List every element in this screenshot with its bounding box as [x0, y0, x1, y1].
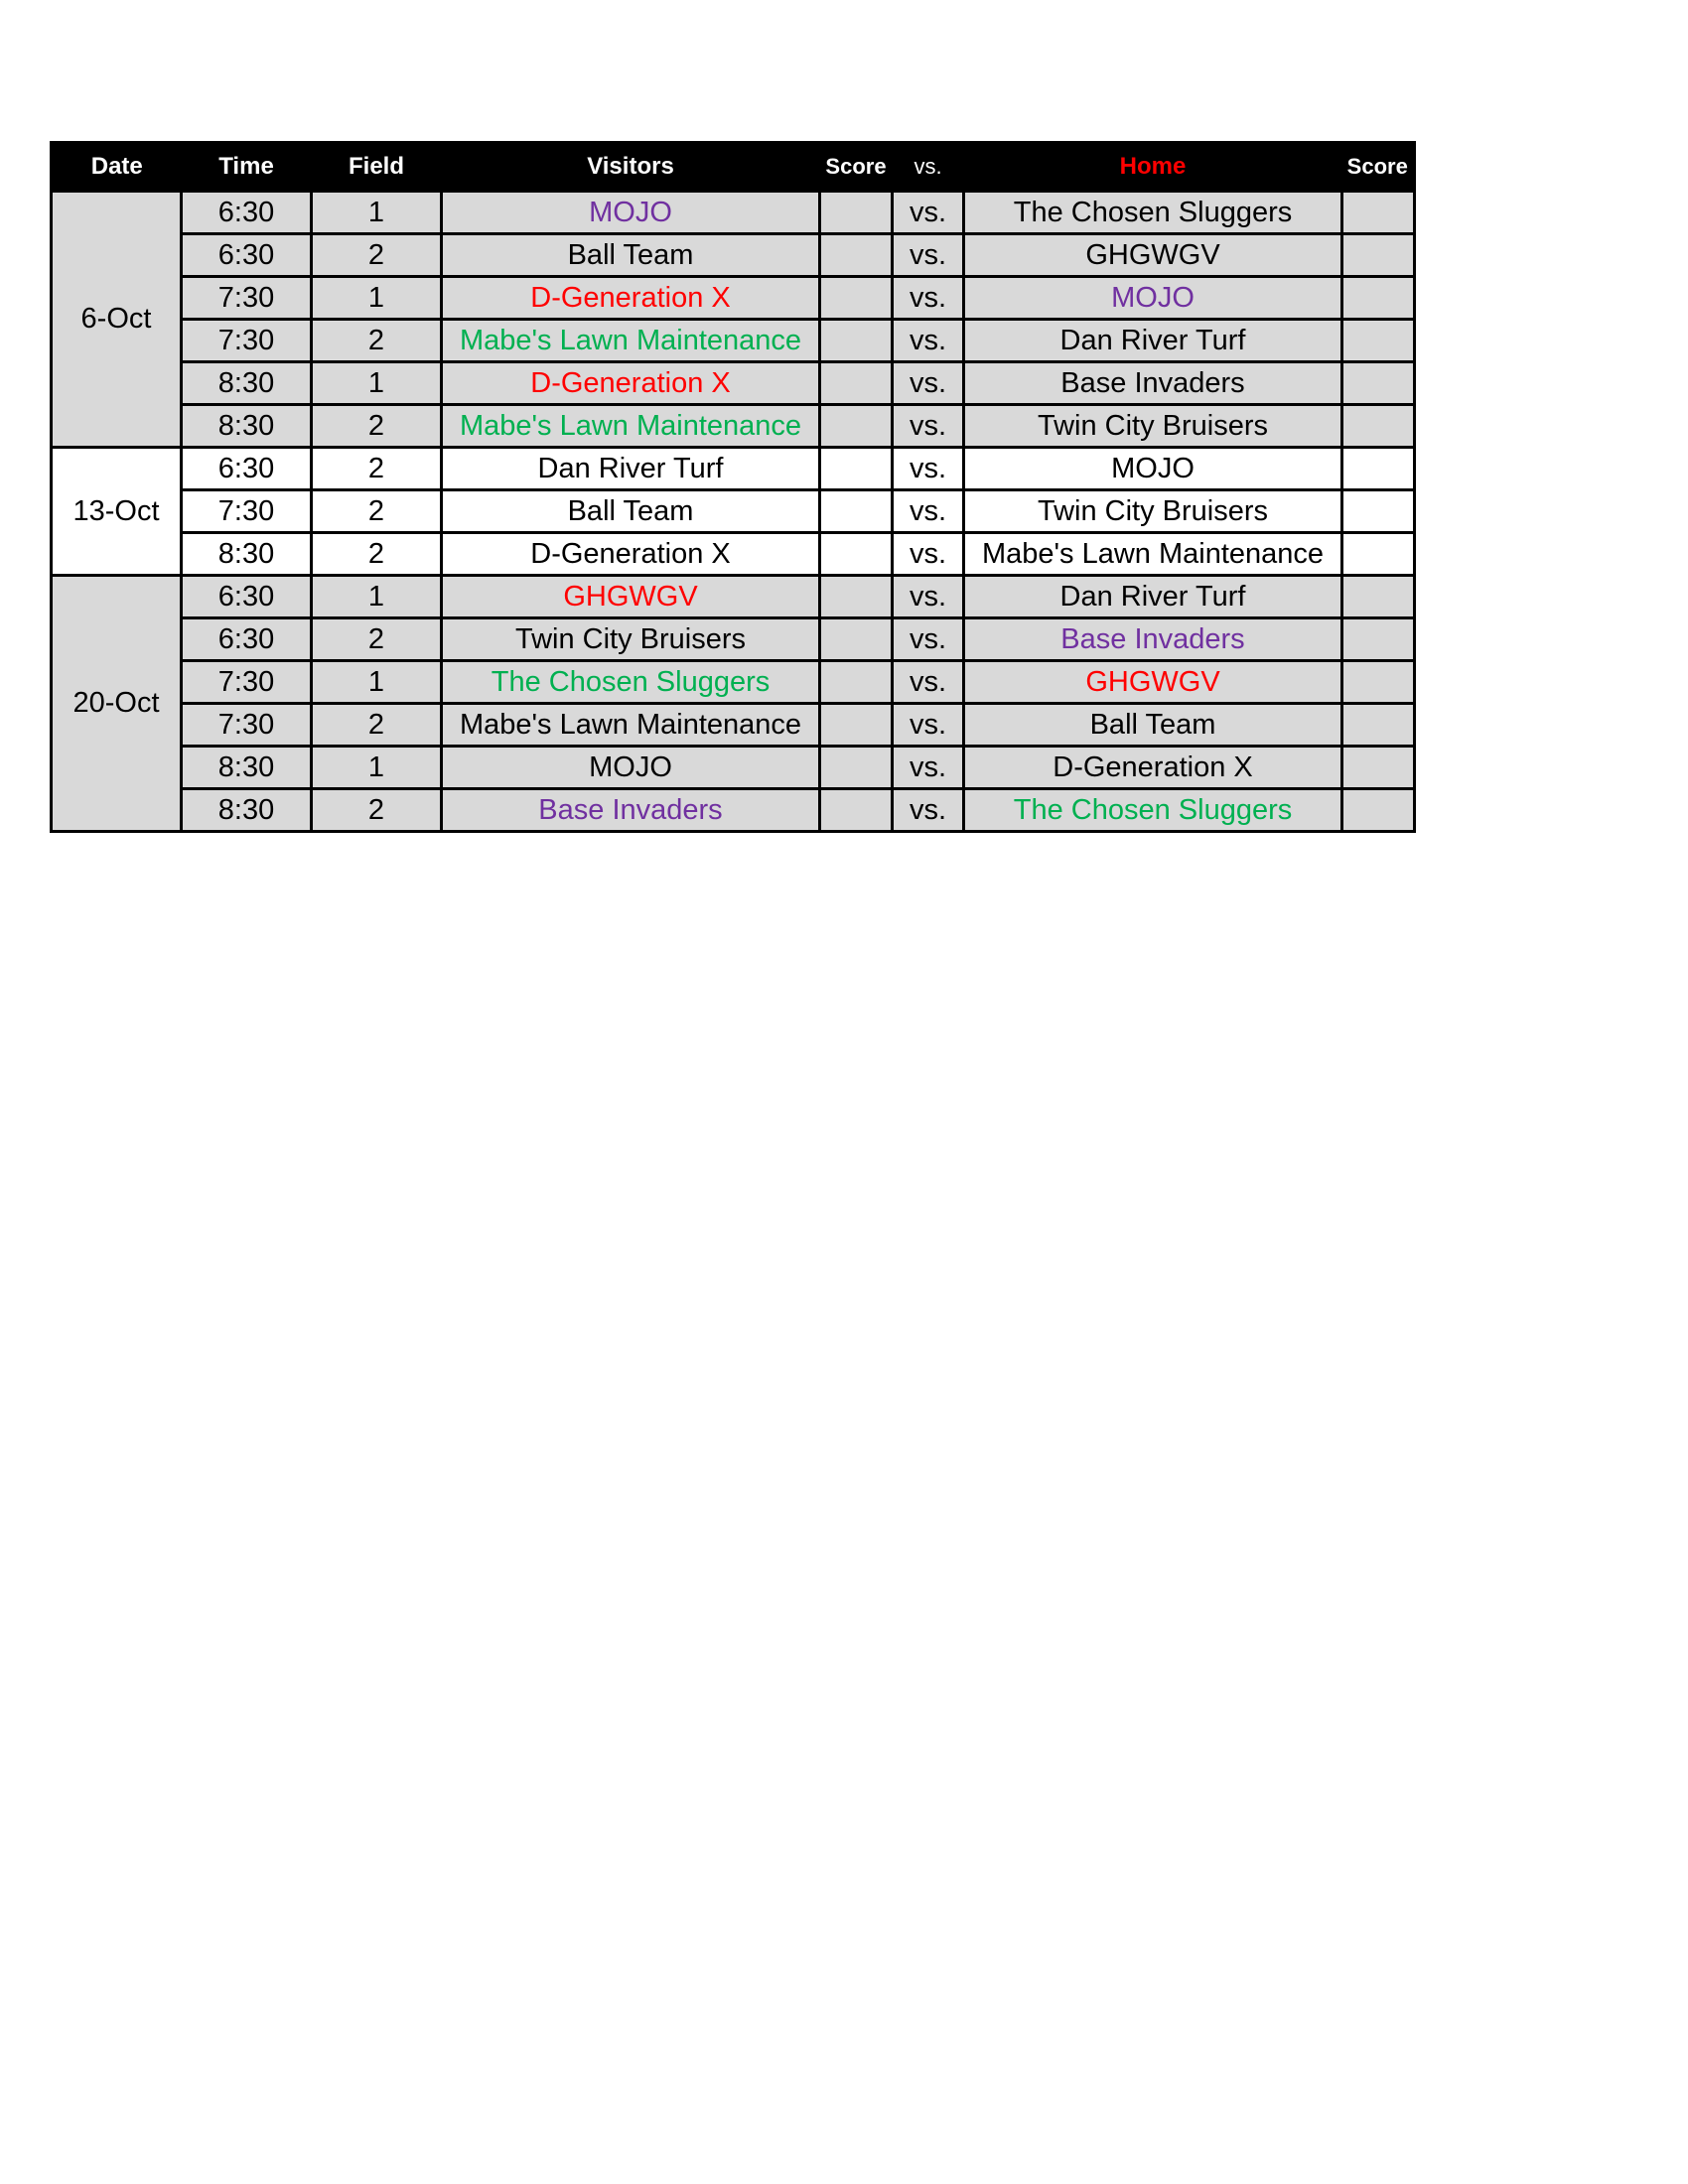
vs-cell: vs. [893, 704, 964, 747]
time-cell: 8:30 [182, 747, 312, 789]
home-score-cell [1342, 661, 1415, 704]
home-team-cell: The Chosen Sluggers [964, 789, 1342, 832]
home-score-cell [1342, 192, 1415, 234]
visitor-score-cell [820, 320, 893, 362]
time-cell: 6:30 [182, 448, 312, 490]
visitor-score-cell [820, 405, 893, 448]
header-vs: vs. [893, 143, 964, 192]
table-row [52, 747, 1415, 789]
vs-cell: vs. [893, 661, 964, 704]
visitor-score-cell [820, 576, 893, 618]
field-cell: 2 [312, 405, 442, 448]
table-row [52, 789, 1415, 832]
time-cell: 8:30 [182, 789, 312, 832]
visitor-team-cell: D-Generation X [442, 533, 820, 576]
home-score-cell [1342, 533, 1415, 576]
time-cell: 7:30 [182, 704, 312, 747]
visitor-score-cell [820, 362, 893, 405]
home-team-cell: MOJO [964, 448, 1342, 490]
home-team-cell: Twin City Bruisers [964, 405, 1342, 448]
time-cell: 8:30 [182, 362, 312, 405]
table-row [52, 277, 1415, 320]
vs-cell: vs. [893, 533, 964, 576]
field-cell: 2 [312, 533, 442, 576]
home-team-cell: GHGWGV [964, 234, 1342, 277]
table-row [52, 448, 1415, 490]
home-team-cell: Ball Team [964, 704, 1342, 747]
visitor-team-cell: Base Invaders [442, 789, 820, 832]
vs-cell: vs. [893, 405, 964, 448]
home-score-cell [1342, 747, 1415, 789]
header-date: Date [52, 143, 182, 192]
home-team-cell: Twin City Bruisers [964, 490, 1342, 533]
home-score-cell [1342, 277, 1415, 320]
time-cell: 8:30 [182, 533, 312, 576]
time-cell: 6:30 [182, 234, 312, 277]
home-score-cell [1342, 789, 1415, 832]
table-row [52, 661, 1415, 704]
field-cell: 1 [312, 747, 442, 789]
visitor-score-cell [820, 704, 893, 747]
visitor-team-cell: MOJO [442, 747, 820, 789]
visitor-score-cell [820, 533, 893, 576]
home-score-cell [1342, 704, 1415, 747]
visitor-score-cell [820, 661, 893, 704]
home-score-cell [1342, 320, 1415, 362]
home-score-cell [1342, 490, 1415, 533]
visitor-score-cell [820, 490, 893, 533]
time-cell: 7:30 [182, 277, 312, 320]
vs-cell: vs. [893, 320, 964, 362]
visitor-team-cell: Ball Team [442, 234, 820, 277]
date-cell: 13-Oct [52, 448, 182, 576]
time-cell: 6:30 [182, 192, 312, 234]
vs-cell: vs. [893, 789, 964, 832]
visitor-score-cell [820, 277, 893, 320]
table-row [52, 320, 1415, 362]
table-row [52, 533, 1415, 576]
home-score-cell [1342, 362, 1415, 405]
visitor-team-cell: Twin City Bruisers [442, 618, 820, 661]
home-team-cell: Dan River Turf [964, 576, 1342, 618]
home-team-cell: MOJO [964, 277, 1342, 320]
table-row [52, 618, 1415, 661]
table-row [52, 362, 1415, 405]
vs-cell: vs. [893, 234, 964, 277]
field-cell: 2 [312, 618, 442, 661]
visitor-team-cell: The Chosen Sluggers [442, 661, 820, 704]
table-row [52, 192, 1415, 234]
field-cell: 2 [312, 704, 442, 747]
home-team-cell: Base Invaders [964, 618, 1342, 661]
home-team-cell: Mabe's Lawn Maintenance [964, 533, 1342, 576]
visitor-team-cell: D-Generation X [442, 277, 820, 320]
vs-cell: vs. [893, 747, 964, 789]
field-cell: 1 [312, 576, 442, 618]
header-field: Field [312, 143, 442, 192]
header-time: Time [182, 143, 312, 192]
table-row [52, 576, 1415, 618]
time-cell: 6:30 [182, 576, 312, 618]
visitor-score-cell [820, 192, 893, 234]
home-score-cell [1342, 618, 1415, 661]
time-cell: 6:30 [182, 618, 312, 661]
vs-cell: vs. [893, 192, 964, 234]
time-cell: 7:30 [182, 490, 312, 533]
header-visitor-score: Score [820, 143, 893, 192]
field-cell: 1 [312, 192, 442, 234]
home-team-cell: Base Invaders [964, 362, 1342, 405]
vs-cell: vs. [893, 362, 964, 405]
table-row [52, 405, 1415, 448]
visitor-team-cell: Mabe's Lawn Maintenance [442, 405, 820, 448]
visitor-score-cell [820, 618, 893, 661]
field-cell: 1 [312, 661, 442, 704]
time-cell: 7:30 [182, 320, 312, 362]
header-visitors: Visitors [442, 143, 820, 192]
table-row [52, 490, 1415, 533]
vs-cell: vs. [893, 490, 964, 533]
visitor-team-cell: MOJO [442, 192, 820, 234]
home-team-cell: Dan River Turf [964, 320, 1342, 362]
date-cell: 20-Oct [52, 576, 182, 832]
home-team-cell: The Chosen Sluggers [964, 192, 1342, 234]
header-row [52, 143, 1415, 192]
visitor-score-cell [820, 234, 893, 277]
visitor-team-cell: Mabe's Lawn Maintenance [442, 704, 820, 747]
visitor-score-cell [820, 448, 893, 490]
field-cell: 2 [312, 490, 442, 533]
home-team-cell: D-Generation X [964, 747, 1342, 789]
header-home-score: Score [1342, 143, 1415, 192]
visitor-team-cell: GHGWGV [442, 576, 820, 618]
table-row [52, 704, 1415, 747]
vs-cell: vs. [893, 576, 964, 618]
schedule-body [52, 192, 1415, 832]
field-cell: 2 [312, 234, 442, 277]
schedule-table [50, 141, 1416, 833]
field-cell: 2 [312, 789, 442, 832]
time-cell: 8:30 [182, 405, 312, 448]
header-home: Home [964, 143, 1342, 192]
home-score-cell [1342, 234, 1415, 277]
field-cell: 2 [312, 320, 442, 362]
field-cell: 1 [312, 277, 442, 320]
home-score-cell [1342, 448, 1415, 490]
visitor-score-cell [820, 789, 893, 832]
visitor-team-cell: Dan River Turf [442, 448, 820, 490]
visitor-score-cell [820, 747, 893, 789]
visitor-team-cell: Mabe's Lawn Maintenance [442, 320, 820, 362]
vs-cell: vs. [893, 448, 964, 490]
visitor-team-cell: Ball Team [442, 490, 820, 533]
visitor-team-cell: D-Generation X [442, 362, 820, 405]
date-cell: 6-Oct [52, 192, 182, 448]
home-score-cell [1342, 576, 1415, 618]
vs-cell: vs. [893, 277, 964, 320]
table-row [52, 234, 1415, 277]
vs-cell: vs. [893, 618, 964, 661]
time-cell: 7:30 [182, 661, 312, 704]
home-team-cell: GHGWGV [964, 661, 1342, 704]
field-cell: 2 [312, 448, 442, 490]
home-score-cell [1342, 405, 1415, 448]
field-cell: 1 [312, 362, 442, 405]
